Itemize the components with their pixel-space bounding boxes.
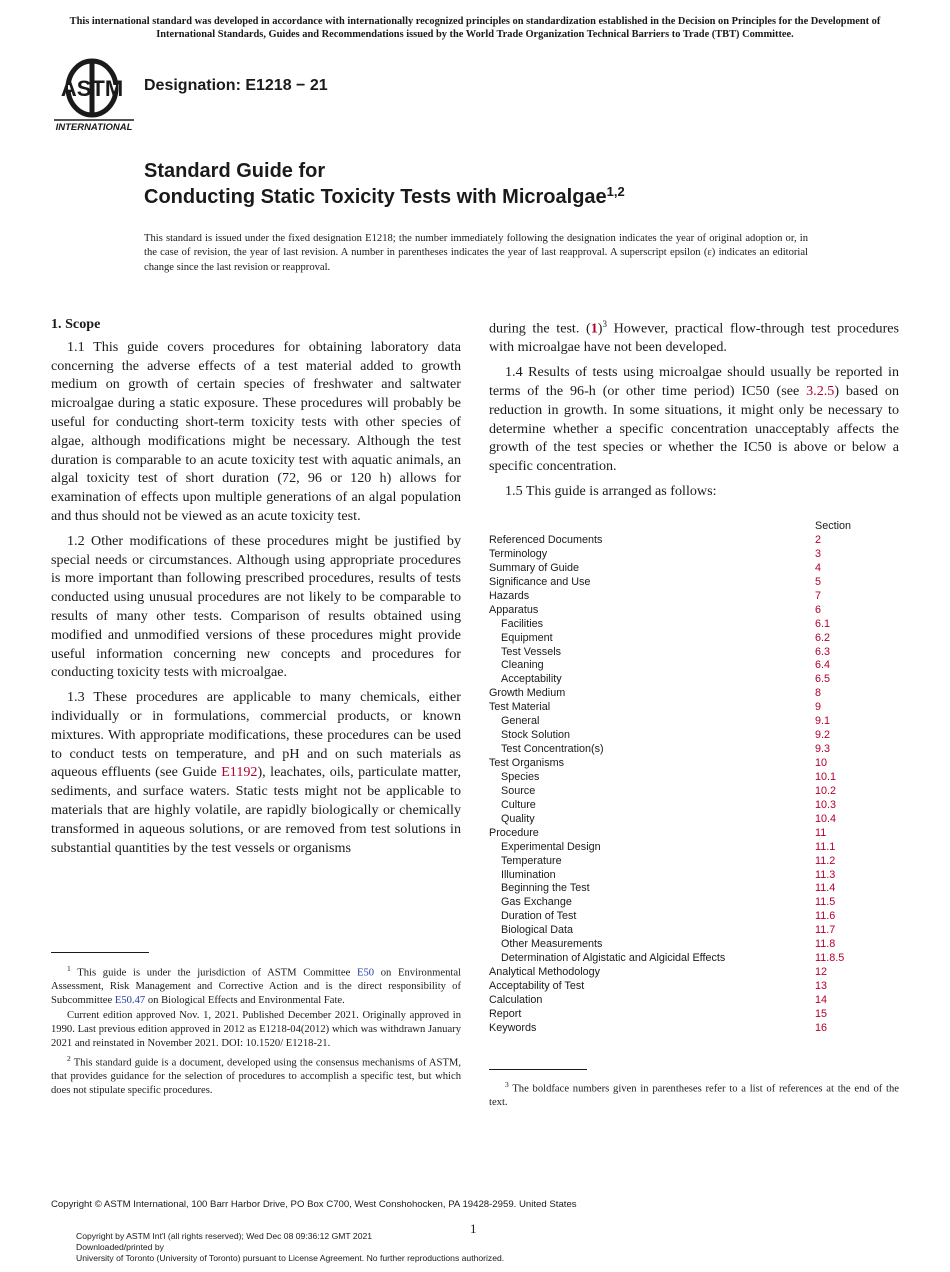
toc-number[interactable]: 9.2 (815, 729, 831, 742)
paragraph-1-3-continued (489, 315, 899, 357)
toc-number[interactable]: 11.3 (815, 868, 836, 881)
toc-row[interactable] (489, 687, 899, 701)
toc-label: Referenced Documents (489, 534, 603, 546)
toc-number[interactable]: 6.3 (815, 645, 831, 658)
copyright-line: Copyright © ASTM International, 100 Barr Harbor Drive, PO Box C700, West Conshohocken, PA 19428-2959. United States (51, 1199, 577, 1210)
link-e1192[interactable]: E1192 (221, 764, 258, 781)
right-column (489, 315, 899, 507)
toc-label: Gas Exchange (501, 896, 572, 909)
footnotes-left (51, 962, 461, 1099)
toc-number[interactable]: 11.2 (815, 854, 836, 867)
toc-row[interactable] (489, 659, 899, 673)
toc-row[interactable] (489, 855, 899, 869)
paragraph-1-4 (489, 363, 899, 476)
toc-label: Determination of Algistatic and Algicidal Effects (501, 952, 726, 965)
toc-number[interactable]: 10.4 (815, 812, 837, 825)
toc-row[interactable] (489, 924, 899, 938)
footnote-1 (51, 962, 461, 1008)
footnotes-right (489, 1078, 899, 1111)
toc-number[interactable]: 10 (815, 757, 828, 769)
toc-label: Cleaning (501, 659, 544, 672)
toc-number[interactable]: 6.4 (815, 659, 831, 672)
toc-number[interactable]: 11 (815, 826, 827, 839)
footnote-rule-right (489, 1069, 587, 1070)
license-notice (76, 1231, 504, 1265)
logo-subtext: INTERNATIONAL (55, 122, 133, 132)
page-number: 1 (470, 1221, 477, 1236)
paragraph-1-3-text-a: 1.3 These procedures are applicable to many chemicals, either individually or in formulations, commercial products, or known mixtures. With appropriate modifications, these procedures can be used to conduct tests on temperature, and pH and on such materials as aqueous effluents (see Guide (51, 689, 461, 781)
toc-row[interactable] (489, 562, 899, 576)
paragraph-1-4-text-b: ) based on reduction in growth. In some situations, it might only be necessary to determine whether a specific concentration unacceptably affects the growth of the test species or whether the IC50 is above or below a specific concentration. (489, 383, 899, 475)
footnote-rule-left (51, 952, 149, 953)
toc-label: Growth Medium (489, 687, 566, 700)
toc-label: Culture (501, 798, 536, 811)
toc-number[interactable]: 14 (815, 993, 828, 1006)
toc-row[interactable] (489, 576, 899, 590)
toc-row[interactable] (489, 701, 899, 715)
footnote-3 (489, 1078, 899, 1110)
footnote-1-current-edition: Current edition approved Nov. 1, 2021. Published December 2021. Originally approved in 1990. Last previous edition approved in 2012 as E1218-04(2012) which was withdrawn January 2021 and reinstated in November 2021. DOI: 10.1520/ E1218-21. (51, 1010, 461, 1050)
toc-label: Hazards (489, 589, 530, 602)
toc-label: Apparatus (489, 603, 539, 616)
toc-row[interactable] (489, 1022, 899, 1036)
toc-number[interactable]: 5 (815, 575, 822, 588)
toc-label: Experimental Design (501, 840, 601, 853)
toc-number[interactable]: 16 (815, 1021, 828, 1034)
toc-row[interactable] (489, 1008, 899, 1022)
license-line-2: Downloaded/printed by (76, 1242, 164, 1253)
toc-row[interactable] (489, 632, 899, 646)
left-column (51, 315, 461, 863)
toc-number[interactable]: 7 (815, 589, 822, 602)
footnote-1-mark: 1 (67, 964, 71, 973)
toc-number[interactable]: 11.1 (815, 840, 836, 853)
toc-row[interactable] (489, 813, 899, 827)
toc-label: Report (489, 1007, 522, 1020)
toc-label: Keywords (489, 1021, 537, 1034)
toc-label: Calculation (489, 993, 543, 1006)
toc-row[interactable] (489, 618, 899, 632)
title-text: Conducting Static Toxicity Tests with Microalgae (144, 186, 607, 208)
astm-logo (52, 58, 136, 132)
toc-number[interactable]: 11.5 (815, 896, 836, 909)
toc-row[interactable] (489, 910, 899, 924)
paragraph-1-1: 1.1 This guide covers procedures for obtaining laboratory data concerning the adverse effects of a test material added to growth medium on growth of certain species of freshwater and saltwater microalgae during a static exposure. These procedures will probably be useful for conducting short-term toxicity tests with other species of algae, although modifications might be necessary. Although the test duration is comparable to an acute toxicity test with aquatic animals, an algal toxicity test of short duration (72, 96 or 120 h) allows for examination of effects upon multiple generations of an algal population and thus should not be viewed as an acute toxicity test. (51, 338, 461, 524)
footnote-3-mark: 3 (505, 1080, 509, 1089)
toc-row[interactable] (489, 715, 899, 729)
license-line-1: Copyright by ASTM Int'l (all rights reserved); Wed Dec 08 09:36:12 GMT 2021 (76, 1231, 373, 1241)
toc-label: Equipment (501, 631, 553, 644)
toc-number[interactable]: 6.2 (815, 631, 831, 644)
toc-row[interactable] (489, 534, 899, 548)
toc-row[interactable] (489, 994, 899, 1008)
toc-label: Significance and Use (489, 575, 591, 588)
toc-row[interactable] (489, 673, 899, 687)
toc-label: Temperature (501, 854, 562, 867)
toc-label: Test Organisms (489, 757, 564, 769)
contents-table (489, 520, 899, 1036)
title-line-2 (144, 184, 625, 209)
toc-number[interactable]: 11.7 (815, 924, 836, 937)
footnote-1-text-a: This guide is under the jurisdiction of ASTM Committee (70, 967, 357, 979)
toc-row[interactable] (489, 604, 899, 618)
paragraph-1-3-text-b: ), leachates, oils, particulate matter, sediments, and surface waters. Static tests might not be applicable to materials that are highly volatile, are rapidly biologically or chemically transformed in aqueous solutions, or are removed from test solutions in substantial quantities by the test vessels or organisms (51, 764, 462, 856)
paragraph-1-3-text-d: However, practical flow-through test procedures with microalgae have not been developed. (489, 320, 899, 356)
toc-number[interactable]: 6 (815, 603, 822, 616)
toc-label: Species (501, 770, 540, 783)
footnote-1-text-c: on Biological Effects and Environmental Fate. (145, 995, 345, 1007)
toc-label: Source (501, 784, 536, 797)
designation: Designation: E1218 − 21 (144, 77, 328, 94)
toc-number[interactable]: 2 (815, 534, 822, 546)
toc-row[interactable] (489, 869, 899, 883)
toc-row[interactable] (489, 729, 899, 743)
footnote-1-text-b: on Environmental Assessment, Risk Management and Corrective Action and is the direct responsibility of Subcommittee (51, 967, 461, 1007)
reference-1-link[interactable]: 1 (590, 320, 598, 337)
toc-row[interactable] (489, 757, 899, 771)
toc-label: Facilities (501, 617, 543, 630)
paragraph-1-2: 1.2 Other modifications of these procedures might be justified by special needs or circumstances. Although using appropriate procedures is more important than following prescribed procedures, results of tests conducted using unusual procedures are not likely to be comparable to results of many other tests. Comparison of results obtained using modified and unmodified versions of these procedures might provide useful information concerning new concepts and procedures for conducting toxicity tests with microalgae. (51, 532, 461, 681)
toc-number[interactable]: 11.8.5 (815, 952, 845, 965)
wto-notice: This international standard was developed in accordance with internationally recognized principles on standardization established in the Decision on Principles for the Development of International Standards, Guides and Recommendations issued by the World Trade Organization Technical Barriers to Trade (TBT) Committee. (69, 16, 881, 40)
toc-label: Illumination (501, 868, 556, 881)
logo-text: ASTM (60, 76, 124, 101)
toc-label: Duration of Test (501, 910, 577, 923)
toc-label: Test Material (489, 701, 551, 714)
toc-row[interactable] (489, 841, 899, 855)
toc-number[interactable]: 6.5 (815, 673, 831, 686)
toc-label: Test Concentration(s) (501, 743, 604, 756)
toc-row[interactable] (489, 646, 899, 660)
toc-row[interactable] (489, 590, 899, 604)
toc-number[interactable]: 4 (815, 561, 822, 574)
toc-header (489, 520, 899, 534)
scope-heading: 1. Scope (51, 316, 101, 332)
toc-number[interactable]: 10.2 (815, 784, 837, 797)
toc-label: Stock Solution (501, 729, 571, 742)
toc-row[interactable] (489, 980, 899, 994)
footnote-3-text: The boldface numbers given in parentheses refer to a list of references at the end of the text. (489, 1083, 899, 1109)
toc-row[interactable] (489, 952, 899, 966)
toc-label: Other Measurements (501, 938, 603, 951)
toc-number[interactable]: 6.1 (815, 617, 831, 630)
toc-number[interactable]: 15 (815, 1007, 828, 1020)
toc-row[interactable] (489, 938, 899, 952)
toc-number[interactable]: 8 (815, 687, 822, 700)
toc-row[interactable] (489, 743, 899, 757)
toc-number[interactable]: 11.6 (815, 910, 836, 923)
paragraph-1-4-text-a: 1.4 Results of tests using microalgae should usually be reported in terms of the 96-h (or other time period) IC50 (see (489, 364, 899, 400)
toc-number[interactable]: 10.1 (815, 770, 837, 783)
toc-label: Quality (501, 812, 535, 825)
paragraph-1-3-text-c: during the test. ( (489, 320, 591, 337)
toc-number[interactable]: 11.8 (815, 938, 836, 951)
paragraph-1-3 (51, 688, 461, 857)
title-footnote-marks: 1,2 (606, 184, 625, 199)
license-line-3: University of Toronto (University of Toronto) pursuant to License Agreement. No further reproductions authorized. (76, 1253, 505, 1264)
toc-label: Analytical Methodology (489, 966, 601, 979)
footnote-3-marker: 3 (602, 319, 607, 329)
issued-note: This standard is issued under the fixed designation E1218; the number immediately following the designation indicates the year of original adoption or, in the case of revision, the year of last revision. A number in parentheses indicates the year of last reapproval. A superscript epsilon (ε) indicates an editorial change since the last revision or reapproval. (144, 233, 808, 273)
toc-label: Acceptability of Test (489, 980, 585, 992)
toc-section-header: Section (815, 520, 852, 532)
toc-row[interactable] (489, 771, 899, 785)
reference-close-paren: ) (597, 320, 603, 337)
toc-label: Terminology (489, 547, 548, 560)
toc-label: Procedure (489, 826, 539, 839)
paragraph-1-5: 1.5 This guide is arranged as follows: (505, 483, 717, 500)
toc-label: Acceptability (501, 673, 562, 686)
toc-number[interactable]: 9.3 (815, 743, 831, 756)
toc-row[interactable] (489, 799, 899, 813)
toc-row[interactable] (489, 785, 899, 799)
toc-row[interactable] (489, 882, 899, 896)
toc-label: General (501, 715, 540, 728)
toc-number[interactable]: 11.4 (815, 882, 836, 895)
toc-label: Beginning the Test (501, 882, 590, 895)
footnote-2-text: This standard guide is a document, developed using the consensus mechanisms of ASTM, that provides guidance for the selection of procedures to accomplish a specific test, but which does not stipulate specific procedures. (51, 1057, 461, 1097)
toc-number[interactable]: 9.1 (815, 715, 831, 728)
footnote-2 (51, 1052, 461, 1098)
link-e50-47[interactable]: E50.47 (114, 995, 146, 1007)
link-3-2-5[interactable]: 3.2.5 (806, 383, 835, 400)
toc-row[interactable] (489, 896, 899, 910)
toc-number[interactable]: 12 (815, 966, 828, 979)
toc-label: Test Vessels (501, 645, 562, 658)
toc-number[interactable]: 10.3 (815, 798, 837, 811)
toc-number[interactable]: 3 (815, 547, 822, 560)
toc-label: Biological Data (501, 924, 574, 937)
toc-number[interactable]: 13 (815, 980, 828, 992)
toc-number[interactable]: 9 (815, 701, 822, 714)
title-line-1: Standard Guide for (144, 160, 326, 182)
toc-row[interactable] (489, 966, 899, 980)
footnote-2-mark: 2 (67, 1053, 71, 1063)
link-e50[interactable]: E50 (356, 967, 375, 979)
toc-row[interactable] (489, 827, 899, 841)
toc-row[interactable] (489, 548, 899, 562)
toc-label: Summary of Guide (489, 561, 580, 574)
